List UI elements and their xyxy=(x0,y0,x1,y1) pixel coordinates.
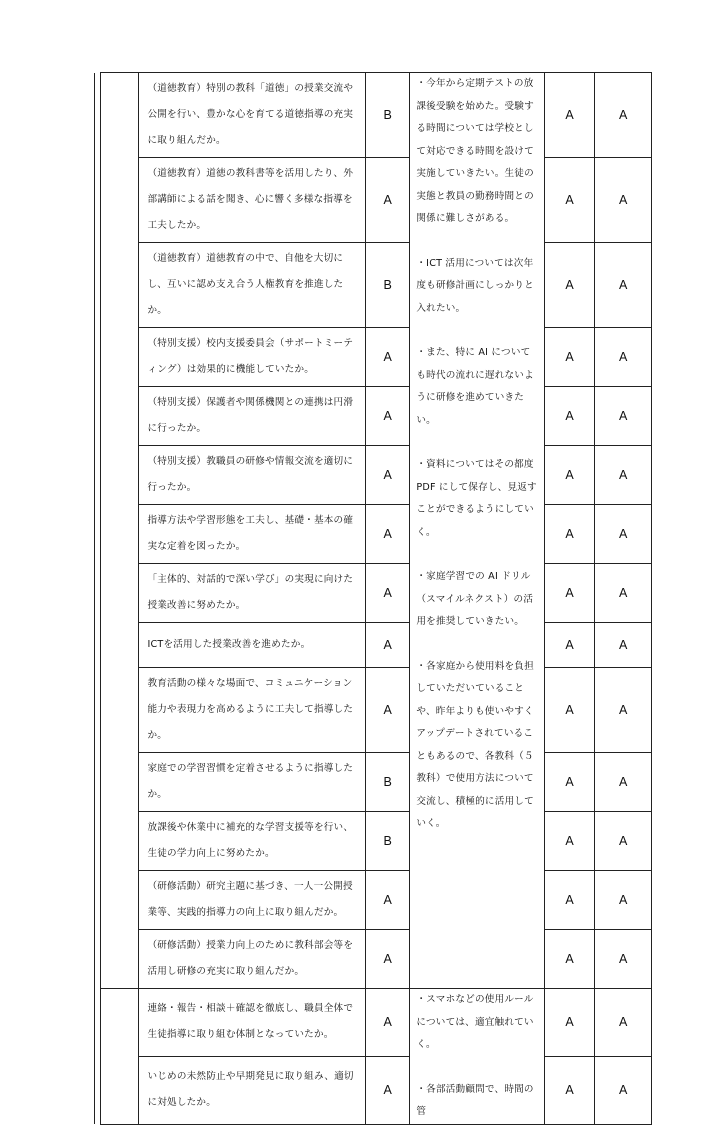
evaluation-item: （研修活動）授業力向上のために教科部会等を活用し研修の充実に取り組んだか。 xyxy=(139,930,365,989)
school-eval-cell: A xyxy=(595,505,652,564)
table-row xyxy=(95,930,652,989)
evaluation-item: 指導方法や学習形態を工夫し、基礎・基本の確実な定着を図ったか。 xyxy=(139,505,365,564)
school-eval-cell: A xyxy=(595,871,652,930)
school-eval-cell: A xyxy=(595,387,652,446)
evaluation-item: 教育活動の様々な場面で、コミュニケーション能力や表現力を高めるように工夫して指導したか。 xyxy=(139,668,365,753)
grade-cell: A xyxy=(365,564,409,623)
table-row xyxy=(95,871,652,930)
comment-text: ・ICT 活用については次年度も研修計画にしっかりと入れたい。 xyxy=(416,257,534,314)
grade-cell: A xyxy=(365,871,409,930)
self-eval-cell: A xyxy=(544,505,595,564)
self-eval-cell: A xyxy=(544,623,595,668)
evaluation-table-body xyxy=(95,73,652,1125)
grade-cell: B xyxy=(365,812,409,871)
evaluation-item: （特別支援）保護者や関係機関との連携は円滑に行ったか。 xyxy=(139,387,365,446)
comment-text: ・また、特に AI についても時代の流れに遅れないように研修を進めていきたい。 xyxy=(416,347,534,426)
comment-text: ・今年から定期テストの放課後受験を始めた。受験する時間については学校として対応できる時間を設けて実施していきたい。生徒の実態と教員の勤務時間との関係に難しさがある。 xyxy=(416,78,534,224)
grade-cell: A xyxy=(365,623,409,668)
table-row xyxy=(95,328,652,387)
comment-text: ・スマホなどの使用ルールについては、適宜触れていく。 xyxy=(416,994,534,1050)
category-column xyxy=(101,73,139,989)
comment-cell xyxy=(410,989,544,1125)
grade-cell: B xyxy=(365,73,409,158)
evaluation-item: 「主体的、対話的で深い学び」の実現に向けた授業改善に努めたか。 xyxy=(139,564,365,623)
self-eval-cell: A xyxy=(544,73,595,158)
self-eval-cell: A xyxy=(544,446,595,505)
school-eval-cell: A xyxy=(595,446,652,505)
table-row xyxy=(95,505,652,564)
comment-text: ・各部活動顧問で、時間の管 xyxy=(416,1083,534,1117)
table-row xyxy=(95,668,652,753)
self-eval-cell: A xyxy=(544,812,595,871)
school-eval-cell: A xyxy=(595,930,652,989)
evaluation-item: （研修活動）研究主題に基づき、一人一公開授業等、実践的指導力の向上に取り組んだか。 xyxy=(139,871,365,930)
school-eval-cell: A xyxy=(595,328,652,387)
table-row xyxy=(95,753,652,812)
evaluation-item: （道徳教育）特別の教科「道徳」の授業交流や公開を行い、豊かな心を育てる道徳指導の充実に取り組んだか。 xyxy=(139,73,365,158)
self-eval-cell: A xyxy=(544,243,595,328)
self-eval-cell: A xyxy=(544,871,595,930)
self-eval-cell: A xyxy=(544,387,595,446)
school-eval-cell: A xyxy=(595,243,652,328)
table-row xyxy=(95,73,652,158)
grade-cell: A xyxy=(365,505,409,564)
school-eval-cell: A xyxy=(595,753,652,812)
table-row xyxy=(95,158,652,243)
school-eval-cell: A xyxy=(595,73,652,158)
school-eval-cell: A xyxy=(595,564,652,623)
grade-cell: A xyxy=(365,328,409,387)
self-eval-cell: A xyxy=(544,753,595,812)
evaluation-item: 家庭での学習習慣を定着させるように指導したか。 xyxy=(139,753,365,812)
evaluation-table xyxy=(94,72,652,1125)
self-eval-cell: A xyxy=(544,668,595,753)
grade-cell: A xyxy=(365,989,409,1057)
school-eval-cell: A xyxy=(595,158,652,243)
table-row xyxy=(95,812,652,871)
grade-cell: A xyxy=(365,158,409,243)
school-eval-cell: A xyxy=(595,1056,652,1124)
school-eval-cell: A xyxy=(595,668,652,753)
evaluation-sheet xyxy=(94,72,652,1117)
comment-text: ・資料についてはその都度 PDF にして保存し、見返すことができるようにしていく。 xyxy=(416,459,537,538)
grade-cell: A xyxy=(365,668,409,753)
self-eval-cell: A xyxy=(544,1056,595,1124)
table-row xyxy=(95,1056,652,1124)
evaluation-item: 放課後や休業中に補充的な学習支援等を行い、生徒の学力向上に努めたか。 xyxy=(139,812,365,871)
grade-cell: B xyxy=(365,753,409,812)
grade-cell: A xyxy=(365,387,409,446)
table-row xyxy=(95,387,652,446)
self-eval-cell: A xyxy=(544,328,595,387)
table-row xyxy=(95,623,652,668)
self-eval-cell: A xyxy=(544,564,595,623)
comment-text: ・各家庭から使用料を負担していただいていることや、昨年よりも使いやすくアップデートされていることもあるので、各教科（５教科）で使用方法について交流し、積極的に活用していく。 xyxy=(416,660,534,829)
grade-cell: B xyxy=(365,243,409,328)
table-row xyxy=(95,564,652,623)
grade-cell: A xyxy=(365,1056,409,1124)
comment-cell xyxy=(410,73,544,989)
comment-text: ・家庭学習での AI ドリル（スマイルネクスト）の活用を推奨していきたい。 xyxy=(416,571,534,627)
evaluation-item: （特別支援）校内支援委員会（サポートミーティング）は効果的に機能していたか。 xyxy=(139,328,365,387)
grade-cell: A xyxy=(365,446,409,505)
self-eval-cell: A xyxy=(544,930,595,989)
self-eval-cell: A xyxy=(544,158,595,243)
evaluation-item: いじめの未然防止や早期発見に取り組み、適切に対処したか。 xyxy=(139,1056,365,1124)
table-row xyxy=(95,446,652,505)
evaluation-item: （道徳教育）道徳の教科書等を活用したり、外部講師による話を聞き、心に響く多様な指導を工夫したか。 xyxy=(139,158,365,243)
school-eval-cell: A xyxy=(595,812,652,871)
table-row xyxy=(95,989,652,1057)
evaluation-item: ICTを活用した授業改善を進めたか。 xyxy=(139,623,365,668)
self-eval-cell: A xyxy=(544,989,595,1057)
grade-cell: A xyxy=(365,930,409,989)
evaluation-item: 連絡・報告・相談＋確認を徹底し、職員全体で生徒指導に取り組む体制となっていたか。 xyxy=(139,989,365,1057)
evaluation-item: （道徳教育）道徳教育の中で、自他を大切にし、互いに認め支え合う人権教育を推進したか。 xyxy=(139,243,365,328)
school-eval-cell: A xyxy=(595,623,652,668)
category-column xyxy=(101,989,139,1125)
school-eval-cell: A xyxy=(595,989,652,1057)
evaluation-item: （特別支援）教職員の研修や情報交流を適切に行ったか。 xyxy=(139,446,365,505)
table-row xyxy=(95,243,652,328)
